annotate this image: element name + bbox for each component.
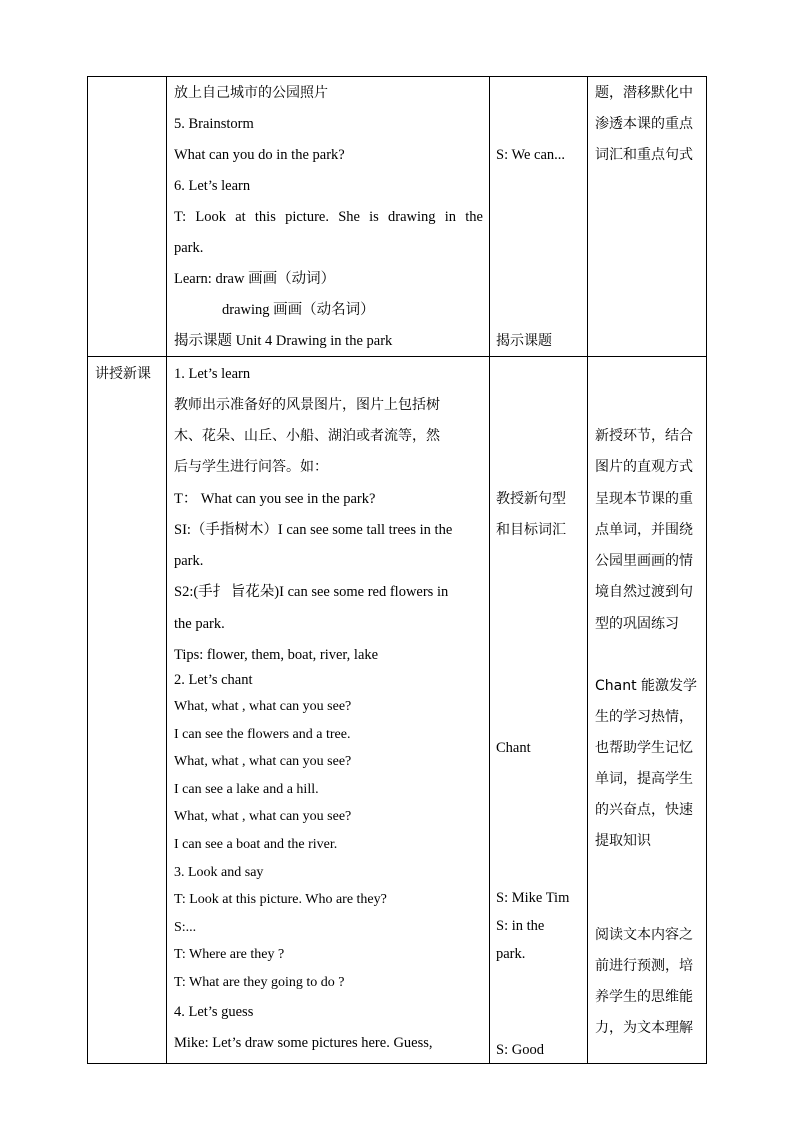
row2-stage-label: 讲授新课	[95, 366, 151, 382]
row1-process-line: 放上自己城市的公园照片	[174, 85, 328, 101]
row2-process-line: What, what , what can you see?	[174, 809, 352, 824]
row2-student-line: S: in the	[496, 918, 545, 934]
column-divider-1	[166, 76, 167, 1064]
row2-student-line: Chant	[496, 740, 531, 756]
row2-process-line: 1. Let’s learn	[174, 366, 251, 382]
row2-purpose-line: 图片的直观方式	[595, 459, 693, 475]
row2-purpose-line: 境自然过渡到句	[595, 584, 693, 600]
row2-purpose-line: 的兴奋点，快速	[595, 802, 693, 818]
row1-student-line: 揭示课题	[496, 333, 552, 349]
row2-process-line: I can see a lake and a hill.	[174, 782, 319, 797]
row2-process-line: T: What are they going to do ?	[174, 975, 345, 990]
row1-process-line: drawing 画画（动名词）	[222, 302, 375, 318]
word: in	[444, 209, 457, 225]
row2-student-line: 教授新句型	[496, 491, 566, 507]
row1-process-line: Learn: draw 画画（动词）	[174, 271, 336, 287]
row2-student-line: 和目标词汇	[496, 522, 566, 538]
row2-process-line: Mike: Let’s draw some pictures here. Guess,	[174, 1035, 433, 1051]
row2-purpose-line: 公园里画画的情	[595, 553, 693, 569]
row2-process-line: SI:（手指树木）I can see some tall trees in the	[174, 522, 453, 538]
row1-purpose-line: 渗透本课的重点	[595, 116, 693, 132]
row2-purpose-line: 前进行预测，培	[595, 958, 693, 974]
column-divider-3	[587, 76, 588, 1064]
row2-process-line: S:...	[174, 920, 197, 935]
row1-process-line: park.	[174, 240, 204, 256]
row2-student-line: S: Mike Tim	[496, 890, 570, 906]
row2-purpose-line: 新授环节，结合	[595, 428, 693, 444]
table-top-border	[87, 76, 707, 77]
row2-process-line: 4. Let’s guess	[174, 1004, 254, 1020]
word: drawing	[388, 209, 436, 225]
row2-purpose-line: 单词，提高学生	[595, 771, 693, 787]
table-bottom-border	[87, 1063, 707, 1064]
row2-purpose-line: 型的巩固练习	[595, 616, 679, 632]
word: this	[254, 209, 276, 225]
row2-process-line: S2:(手扌 旨花朵)I can see some red flowers in	[174, 584, 449, 600]
table-right-border	[706, 76, 707, 1064]
row1-process-line: What can you do in the park?	[174, 147, 345, 163]
row2-student-line: park.	[496, 946, 526, 962]
row2-purpose-line: 点单词，并围绕	[595, 522, 693, 538]
word: the	[465, 209, 483, 225]
table-left-border	[87, 76, 88, 1064]
row2-process-line: 2. Let’s chant	[174, 672, 253, 688]
row2-student-line: S: Good	[496, 1042, 544, 1058]
row2-purpose-line: Chant 能激发学	[595, 678, 698, 694]
row2-purpose-line: 生的学习热情，	[595, 709, 693, 725]
row1-process-line-justified	[174, 208, 483, 226]
row2-process-line: T: Where are they ?	[174, 947, 285, 962]
row2-process-line: 教师出示准备好的风景图片，图片上包括树	[174, 397, 440, 413]
column-divider-2	[489, 76, 490, 1064]
row1-process-line: 6. Let’s learn	[174, 178, 251, 194]
row2-process-line: T: Look at this picture. Who are they?	[174, 892, 387, 907]
word: at	[235, 209, 246, 225]
word: is	[369, 209, 379, 225]
row2-process-line: park.	[174, 553, 204, 569]
word: picture.	[285, 209, 329, 225]
row2-process-line: What, what , what can you see?	[174, 699, 352, 714]
row2-purpose-line: 养学生的思维能	[595, 989, 693, 1005]
row1-purpose-line: 词汇和重点句式	[595, 147, 693, 163]
row2-process-line: I can see the flowers and a tree.	[174, 727, 351, 742]
row2-process-line: Tips: flower, them, boat, river, lake	[174, 647, 379, 663]
row2-process-line: 木、花朵、山丘、小船、湖泊或者流等，然	[174, 428, 440, 444]
row2-purpose-line: 呈现本节课的重	[595, 491, 693, 507]
row2-purpose-line: 阅读文本内容之	[595, 927, 693, 943]
word: T:	[174, 209, 187, 225]
row1-purpose-line: 题，潜移默化中	[595, 85, 693, 101]
row2-process-line: 后与学生进行问答。如：	[174, 459, 328, 475]
row2-process-line: T： What can you see in the park?	[174, 491, 376, 507]
row2-purpose-line: 提取知识	[595, 833, 651, 849]
row2-process-line: 3. Look and say	[174, 865, 264, 880]
word: Look	[195, 209, 226, 225]
row2-process-line: the park.	[174, 616, 225, 632]
row2-purpose-line: 也帮助学生记忆	[595, 740, 693, 756]
row2-purpose-line: 力，为文本理解	[595, 1020, 693, 1036]
row-divider	[87, 356, 707, 357]
row2-process-line: I can see a boat and the river.	[174, 837, 338, 852]
word: She	[338, 209, 360, 225]
row1-student-line: S: We can...	[496, 147, 566, 163]
row1-process-line: 5. Brainstorm	[174, 116, 254, 132]
row2-process-line: What, what , what can you see?	[174, 754, 352, 769]
row1-process-line: 揭示课题 Unit 4 Drawing in the park	[174, 333, 393, 349]
